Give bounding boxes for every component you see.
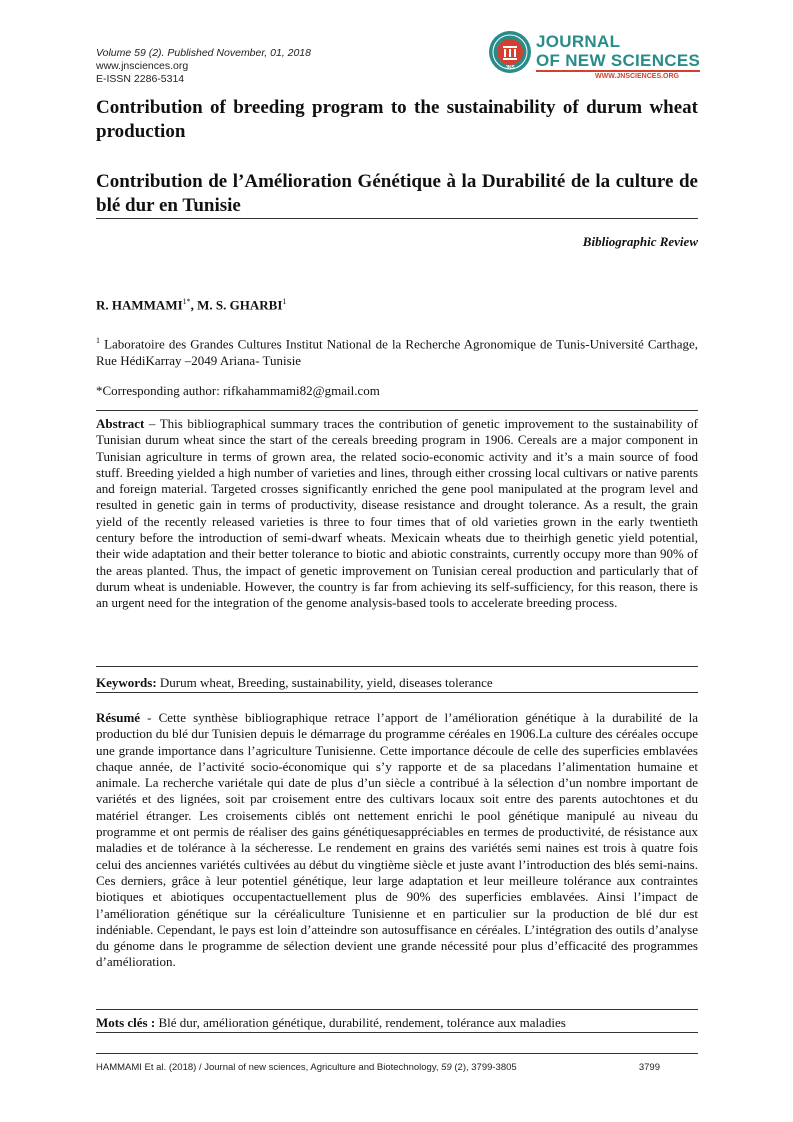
mots-cles-rule <box>96 1032 698 1033</box>
title-rule <box>96 218 698 219</box>
website-line: www.jnsciences.org <box>96 60 189 72</box>
journal-emblem-icon <box>488 30 532 74</box>
abstract <box>96 416 698 612</box>
logo-line-2: OF NEW SCIENCES <box>536 51 701 70</box>
logo-divider <box>536 70 700 72</box>
logo-url: WWW.JNSCIENCES.ORG <box>595 73 680 80</box>
affiliation <box>96 332 698 369</box>
mots-cles <box>96 1015 566 1031</box>
emblem-label: JNS <box>505 65 515 71</box>
journal-logo <box>488 30 700 88</box>
logo-line-1: JOURNAL <box>536 32 621 51</box>
abstract-top-rule <box>96 410 698 411</box>
resume <box>96 710 698 971</box>
abstract-bottom-rule <box>96 666 698 667</box>
author-separator: , <box>190 297 198 313</box>
keywords-label: Keywords: <box>96 675 157 690</box>
footer-citation-volume: 59 <box>441 1062 452 1073</box>
author-2: M. S. GHARBI <box>197 297 283 313</box>
corresponding-author: *Corresponding author: rifkahammami82@gmail.com <box>96 383 380 398</box>
author-1-marker: 1* <box>182 297 191 306</box>
abstract-label: Abstract <box>96 416 145 431</box>
footer-citation-post: (2), 3799-3805 <box>451 1062 517 1073</box>
footer-citation-pre: HAMMAMI Et al. (2018) / Journal of new sciences, Agriculture and Biotechnology, <box>96 1062 442 1073</box>
title-french: Contribution de l’Amélioration Génétique à la Durabilité de la culture de blé dur en Tunisie <box>96 171 698 216</box>
title-english: Contribution of breeding program to the sustainability of durum wheat production <box>96 97 698 142</box>
mots-cles-label: Mots clés : <box>96 1015 156 1030</box>
abstract-text: – This bibliographical summary traces the contribution of genetic improvement to the sustainability of Tunisian durum wheat since the start of the cereals breeding program in 1906. Cereals are a major component in Tunisian agriculture in terms of grown area, the related socio-economic activity and it’s a main source of food stuff. Breeding yielded a high number of varieties and lines, through either crossing local cultivars or native parents and foreign material. Targeted crosses significantly enriched the gene pool manipulated at the program level and resulted in genetic gain in terms of productivity, disease resistance and drought tolerance. As a result, the grain yield of the recently released varieties is three to four times that of old varieties grown in the early twentieth century before the introduction of semi-dwarf wheats. Mexicain wheats due to theirhigh genetic yield potential, their wide adaptation and their better tolerance to biotic and abiotic constraints, currently occupy more than 90% of the areas planted. Thus, the impact of genetic improvement on Tunisian cereal production and particularly that of durum wheat is undeniable. However, the country is far from achieving its self-sufficiency, for this reason, there is an urgent need for the integration of the genome analysis-based tools to accelerate breeding process. <box>96 416 698 611</box>
eissn-line: E-ISSN 2286-5314 <box>96 73 185 85</box>
resume-label: Résumé <box>96 710 141 725</box>
keywords-rule <box>96 692 698 693</box>
resume-rule <box>96 1009 698 1010</box>
authors <box>96 297 286 313</box>
affiliation-marker: 1 <box>96 336 100 345</box>
keywords-text: Durum wheat, Breeding, sustainability, yield, diseases tolerance <box>156 675 493 690</box>
footer-rule <box>96 1053 698 1054</box>
mots-cles-text: Blé dur, amélioration génétique, durabilité, rendement, tolérance aux maladies <box>155 1015 566 1030</box>
page-number: 3799 <box>638 1062 660 1073</box>
article-type: Bibliographic Review <box>582 234 698 249</box>
affiliation-text: Laboratoire des Grandes Cultures Institut National de la Recherche Agronomique de Tunis-Université Carthage, Rue HédiKarray –2049 Ariana- Tunisie <box>96 336 698 369</box>
keywords <box>96 675 493 691</box>
footer <box>96 1062 698 1073</box>
author-1: R. HAMMAMI <box>96 297 183 313</box>
resume-text: - Cette synthèse bibliographique retrace l’apport de l’amélioration génétique à la durabilité de la production du blé dur Tunisien depuis le démarrage du programme céréales en 1906.La culture des céréales occupe une grande importance dans l’agriculture Tunisienne. Cette importance découle de celle des superficies emblavées chaque année, de l’activité socio-économique qui s’y rapporte et de sa placedans l’alimentation humaine et animale. La recherche variétale qui date de plus d’un siècle a contribué à la sélection d’un nombre important de variétés et des lignées, soit par croisement entre des cultivars locaux soit entre des parents autochtones et du matériel étranger. Les croisements ciblés ont nettement enrichi le pool génétique manipulé au niveau du programme et ont permis de réaliser des gains génétiquesappréciables en termes de productivité, de résistance aux maladies et de tolérance à la sécheresse. Le rendement en grains des variétés semi naines est trois à quatre fois celui des anciennes variétés cultivées au début du vingtième siècle et juste avant l’introduction des blés semi-nains. Ces derniers, grâce à leur potentiel génétique, leur large adaptation et leur meilleure tolérance aux contraintes biotiques et abiotiques occupentactuellement plus de 90% des superficies emblavées. Ainsi l’impact de l’amélioration génétique sur la céréaliculture Tunisienne et en particulier sur la production de blé dur est indéniable. Cependant, le pays est loin d’atteindre son autosuffisance en céréales. L’intégration des outils d’analyse du génome dans le programme de sélection devient une grande nécessité pour plus d’efficacité des programmes d’amélioration. <box>96 710 698 970</box>
volume-line: Volume 59 (2). Published November, 01, 2018 <box>96 47 311 59</box>
author-2-marker: 1 <box>282 297 287 306</box>
journal-info <box>96 47 311 86</box>
